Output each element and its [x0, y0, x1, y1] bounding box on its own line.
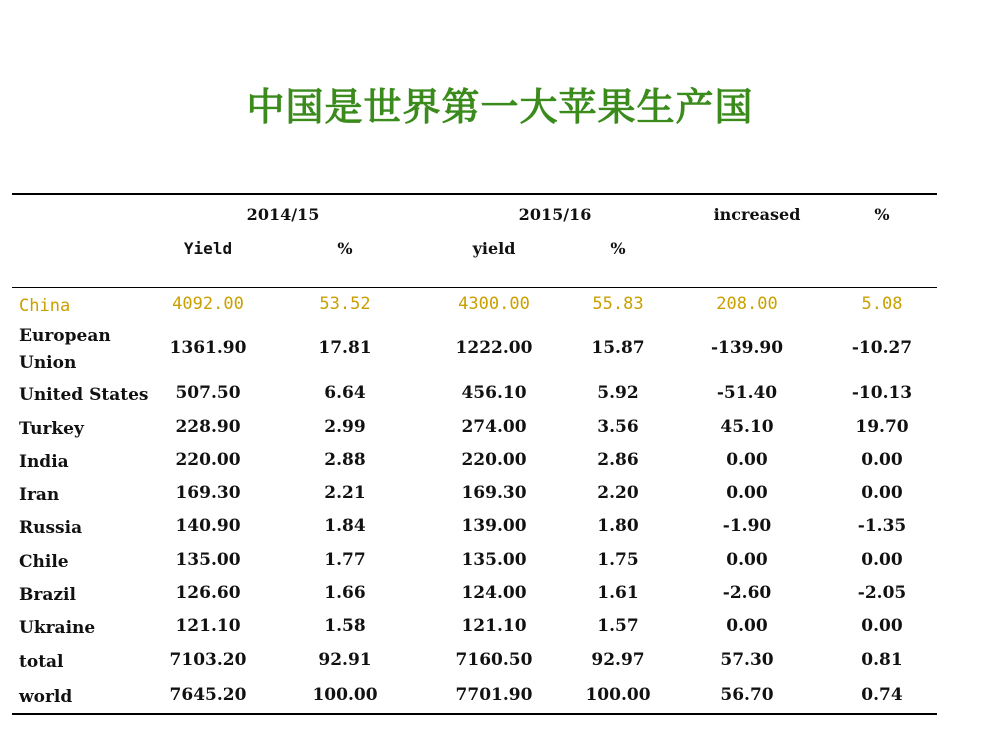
table-cell: 140.90 [175, 516, 241, 536]
table-cell: 55.83 [592, 294, 644, 314]
table-cell: 228.90 [175, 417, 241, 437]
row-label: total [19, 652, 64, 672]
row-label: Russia [19, 518, 83, 538]
table-cell: 0.00 [726, 550, 768, 570]
table-cell: 100.00 [312, 685, 378, 705]
table-cell: 2.88 [324, 450, 366, 470]
table-cell: 2.20 [597, 483, 639, 503]
table-cell: -51.40 [716, 383, 778, 403]
table-cell: 1.80 [597, 516, 639, 536]
table-cell: 56.70 [720, 685, 774, 705]
table-cell: 124.00 [461, 583, 527, 603]
table-cell: 126.60 [175, 583, 241, 603]
header-period-2015-16: 2015/16 [518, 205, 592, 224]
table-cell: 2.86 [597, 450, 639, 470]
table-cell: 4300.00 [458, 294, 530, 314]
row-label: European Union [19, 326, 111, 373]
table-cell: 0.00 [861, 616, 903, 636]
table-cell: 507.50 [175, 383, 241, 403]
table-cell: 92.97 [591, 650, 645, 670]
row-label: Ukraine [19, 618, 96, 638]
row-label: United States [19, 385, 149, 405]
table-cell: -1.35 [857, 516, 907, 536]
table-cell: 456.10 [461, 383, 527, 403]
table-cell: 1.77 [324, 550, 366, 570]
table-cell: 0.00 [726, 483, 768, 503]
table-cell: 0.81 [861, 650, 903, 670]
row-label: Chile [19, 552, 69, 572]
table-cell: 139.00 [461, 516, 527, 536]
header-increase-percent: % [874, 205, 890, 224]
table-cell: 220.00 [461, 450, 527, 470]
table-cell: 19.70 [855, 417, 909, 437]
header-increased: increased [713, 205, 801, 224]
table-cell: 169.30 [461, 483, 527, 503]
table-cell: 7103.20 [169, 650, 247, 670]
table-cell: -10.27 [851, 338, 913, 358]
row-label: Turkey [19, 419, 84, 439]
table-cell: 45.10 [720, 417, 774, 437]
table-cell: 0.00 [726, 616, 768, 636]
table-cell: 274.00 [461, 417, 527, 437]
table-cell: 7160.50 [455, 650, 533, 670]
table-cell: 121.10 [461, 616, 527, 636]
row-label: China [19, 296, 71, 316]
table-cell: 7701.90 [455, 685, 533, 705]
table-cell: 92.91 [318, 650, 372, 670]
table-cell: 53.52 [319, 294, 371, 314]
row-label: Iran [19, 485, 60, 505]
table-cell: -2.60 [722, 583, 772, 603]
table-cell: 3.56 [597, 417, 639, 437]
header-yield-2015: yield [472, 239, 516, 258]
table-cell: 1.57 [597, 616, 639, 636]
table-cell: 6.64 [324, 383, 366, 403]
table-bottom-rule [12, 713, 937, 715]
table-cell: 169.30 [175, 483, 241, 503]
table-cell: 0.00 [861, 450, 903, 470]
table-cell: 57.30 [720, 650, 774, 670]
table-cell: 1.75 [597, 550, 639, 570]
table-cell: -1.90 [722, 516, 772, 536]
table-cell: 1.61 [597, 583, 639, 603]
table-cell: -10.13 [851, 383, 913, 403]
table-cell: 0.00 [861, 550, 903, 570]
table-cell: 220.00 [175, 450, 241, 470]
table-cell: 1.84 [324, 516, 366, 536]
table-cell: 5.92 [597, 383, 639, 403]
row-label: world [19, 687, 73, 707]
table-cell: 4092.00 [172, 294, 244, 314]
header-yield-2014: Yield [183, 239, 233, 258]
table-cell: -139.90 [710, 338, 784, 358]
table-cell: 135.00 [175, 550, 241, 570]
row-label: India [19, 452, 69, 472]
table-cell: 208.00 [716, 294, 778, 314]
header-percent-2014: % [337, 239, 353, 258]
table-cell: 15.87 [591, 338, 645, 358]
table-cell: 121.10 [175, 616, 241, 636]
table-header-rule [12, 287, 937, 288]
table-cell: 1361.90 [169, 338, 247, 358]
table-cell: 2.21 [324, 483, 366, 503]
table-cell: 100.00 [585, 685, 651, 705]
table-cell: 2.99 [324, 417, 366, 437]
row-label: Brazil [19, 585, 76, 605]
page-title: 中国是世界第一大苹果生产国 [246, 85, 754, 129]
table-cell: 7645.20 [169, 685, 247, 705]
table-cell: 5.08 [861, 294, 903, 314]
table-cell: 135.00 [461, 550, 527, 570]
table-cell: 1.58 [324, 616, 366, 636]
table-cell: 0.74 [861, 685, 903, 705]
header-percent-2015: % [610, 239, 626, 258]
table-cell: 17.81 [318, 338, 372, 358]
table-cell: 1.66 [324, 583, 366, 603]
table-top-rule [12, 193, 937, 195]
header-period-2014-15: 2014/15 [246, 205, 320, 224]
table-cell: -2.05 [857, 583, 907, 603]
table-cell: 0.00 [861, 483, 903, 503]
table-cell: 1222.00 [455, 338, 533, 358]
table-cell: 0.00 [726, 450, 768, 470]
